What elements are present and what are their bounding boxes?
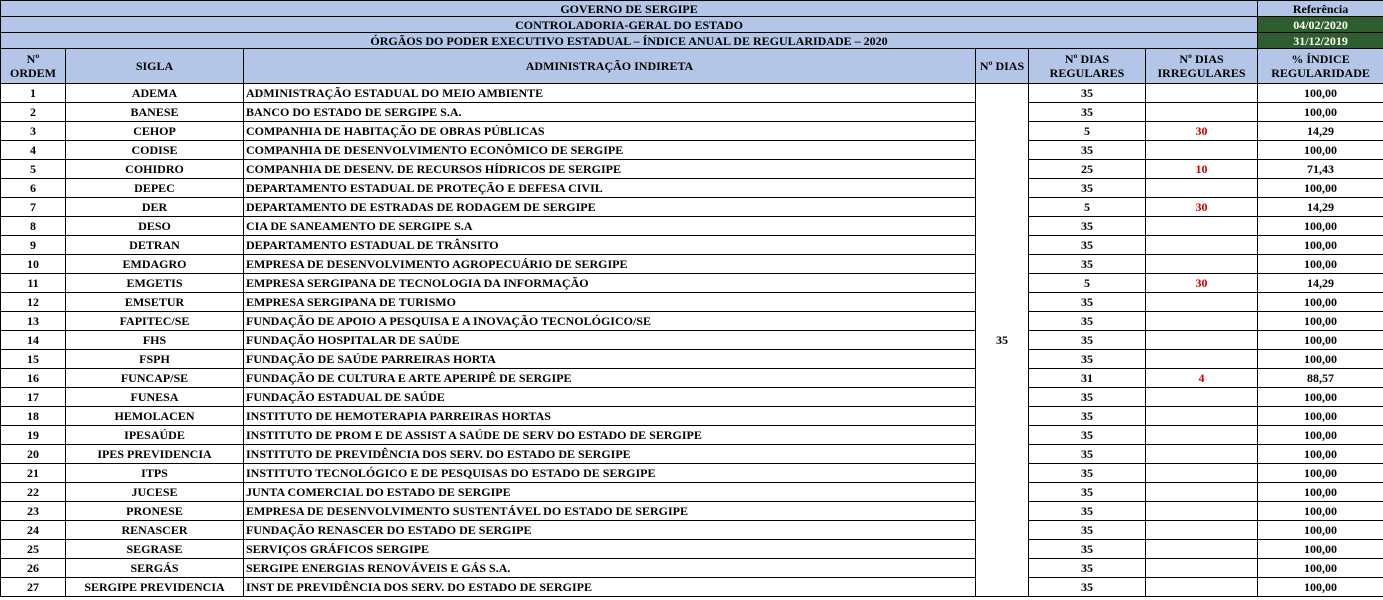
row-indice: 100,00 <box>1258 255 1383 274</box>
row-nome: FUNDAÇÃO DE CULTURA E ARTE APERIPÊ DE SERGIPE <box>244 369 976 388</box>
row-irregulares <box>1146 84 1258 103</box>
row-sigla: FUNCAP/SE <box>66 369 244 388</box>
row-irregulares <box>1146 293 1258 312</box>
row-ordem: 4 <box>1 141 66 160</box>
row-indice: 100,00 <box>1258 236 1383 255</box>
row-regulares: 35 <box>1029 312 1146 331</box>
row-regulares: 35 <box>1029 445 1146 464</box>
row-nome: FUNDAÇÃO RENASCER DO ESTADO DE SERGIPE <box>244 521 976 540</box>
row-irregulares <box>1146 407 1258 426</box>
row-nome: BANCO DO ESTADO DE SERGIPE S.A. <box>244 103 976 122</box>
row-sigla: CEHOP <box>66 122 244 141</box>
row-irregulares <box>1146 540 1258 559</box>
header-row-3 <box>1 33 1383 49</box>
row-regulares: 35 <box>1029 540 1146 559</box>
row-ordem: 22 <box>1 483 66 502</box>
col-regulares: Nº DIAS REGULARES <box>1029 49 1146 84</box>
row-nome: SERVIÇOS GRÁFICOS SERGIPE <box>244 540 976 559</box>
table-row <box>1 122 1383 141</box>
table-row <box>1 464 1383 483</box>
row-ordem: 5 <box>1 160 66 179</box>
table-row <box>1 236 1383 255</box>
table-row <box>1 445 1383 464</box>
row-regulares: 35 <box>1029 255 1146 274</box>
table-row <box>1 198 1383 217</box>
row-irregulares: 10 <box>1146 160 1258 179</box>
row-ordem: 9 <box>1 236 66 255</box>
row-sigla: DETRAN <box>66 236 244 255</box>
row-ordem: 26 <box>1 559 66 578</box>
row-ordem: 10 <box>1 255 66 274</box>
row-sigla: DESO <box>66 217 244 236</box>
row-ordem: 25 <box>1 540 66 559</box>
row-sigla: IPESAÚDE <box>66 426 244 445</box>
row-ordem: 6 <box>1 179 66 198</box>
row-regulares: 35 <box>1029 84 1146 103</box>
table-row <box>1 179 1383 198</box>
row-indice: 100,00 <box>1258 179 1383 198</box>
row-indice: 100,00 <box>1258 293 1383 312</box>
row-irregulares <box>1146 578 1258 597</box>
row-indice: 100,00 <box>1258 407 1383 426</box>
row-nome: FUNDAÇÃO DE SAÚDE PARREIRAS HORTA <box>244 350 976 369</box>
row-sigla: FSPH <box>66 350 244 369</box>
table-row <box>1 426 1383 445</box>
row-sigla: SERGÁS <box>66 559 244 578</box>
row-indice: 100,00 <box>1258 350 1383 369</box>
row-indice: 100,00 <box>1258 521 1383 540</box>
row-regulares: 35 <box>1029 331 1146 350</box>
row-ordem: 1 <box>1 84 66 103</box>
row-indice: 71,43 <box>1258 160 1383 179</box>
row-indice: 100,00 <box>1258 540 1383 559</box>
row-regulares: 5 <box>1029 198 1146 217</box>
row-regulares: 35 <box>1029 407 1146 426</box>
report-title: ÓRGÃOS DO PODER EXECUTIVO ESTADUAL – ÍNDICE ANUAL DE REGULARIDADE – 2020 <box>1 33 1258 49</box>
row-irregulares <box>1146 331 1258 350</box>
reference-date-2: 31/12/2019 <box>1258 33 1383 49</box>
column-header-row <box>1 49 1383 84</box>
row-regulares: 35 <box>1029 293 1146 312</box>
row-regulares: 5 <box>1029 122 1146 141</box>
row-sigla: DEPEC <box>66 179 244 198</box>
row-indice: 100,00 <box>1258 217 1383 236</box>
col-indice: % ÍNDICE REGULARIDADE <box>1258 49 1383 84</box>
row-sigla: PRONESE <box>66 502 244 521</box>
table-row <box>1 407 1383 426</box>
row-irregulares <box>1146 521 1258 540</box>
row-nome: EMPRESA DE DESENVOLVIMENTO SUSTENTÁVEL DO ESTADO DE SERGIPE <box>244 502 976 521</box>
col-ordem: Nº ORDEM <box>1 49 66 84</box>
table-row <box>1 331 1383 350</box>
row-nome: COMPANHIA DE HABITAÇÃO DE OBRAS PÚBLICAS <box>244 122 976 141</box>
row-regulares: 31 <box>1029 369 1146 388</box>
row-irregulares <box>1146 559 1258 578</box>
row-indice: 100,00 <box>1258 426 1383 445</box>
row-sigla: FAPITEC/SE <box>66 312 244 331</box>
row-irregulares <box>1146 483 1258 502</box>
row-regulares: 5 <box>1029 274 1146 293</box>
row-indice: 100,00 <box>1258 483 1383 502</box>
col-dias: Nº DIAS <box>976 49 1029 84</box>
table-row <box>1 141 1383 160</box>
table-row <box>1 160 1383 179</box>
dias-total-cell: 35 <box>976 84 1029 597</box>
row-irregulares <box>1146 179 1258 198</box>
row-ordem: 13 <box>1 312 66 331</box>
row-indice: 100,00 <box>1258 103 1383 122</box>
table-row <box>1 578 1383 597</box>
table-row <box>1 369 1383 388</box>
row-sigla: COHIDRO <box>66 160 244 179</box>
row-indice: 100,00 <box>1258 141 1383 160</box>
row-ordem: 7 <box>1 198 66 217</box>
row-regulares: 35 <box>1029 350 1146 369</box>
row-nome: INSTITUTO DE PREVIDÊNCIA DOS SERV. DO ESTADO DE SERGIPE <box>244 445 976 464</box>
table-row <box>1 255 1383 274</box>
row-sigla: EMDAGRO <box>66 255 244 274</box>
row-sigla: DER <box>66 198 244 217</box>
row-nome: EMPRESA SERGIPANA DE TURISMO <box>244 293 976 312</box>
row-nome: DEPARTAMENTO ESTADUAL DE TRÂNSITO <box>244 236 976 255</box>
table-row <box>1 293 1383 312</box>
table-row <box>1 84 1383 103</box>
table-row <box>1 502 1383 521</box>
row-ordem: 3 <box>1 122 66 141</box>
col-admin: ADMINISTRAÇÃO INDIRETA <box>244 49 976 84</box>
row-regulares: 35 <box>1029 578 1146 597</box>
row-nome: INST DE PREVIDÊNCIA DOS SERV. DO ESTADO DE SERGIPE <box>244 578 976 597</box>
table-row <box>1 274 1383 293</box>
row-nome: DEPARTAMENTO DE ESTRADAS DE RODAGEM DE SERGIPE <box>244 198 976 217</box>
row-nome: INSTITUTO TECNOLÓGICO E DE PESQUISAS DO ESTADO DE SERGIPE <box>244 464 976 483</box>
table-row <box>1 312 1383 331</box>
row-regulares: 35 <box>1029 502 1146 521</box>
row-regulares: 35 <box>1029 103 1146 122</box>
row-indice: 100,00 <box>1258 388 1383 407</box>
row-indice: 100,00 <box>1258 445 1383 464</box>
row-indice: 100,00 <box>1258 578 1383 597</box>
row-irregulares <box>1146 255 1258 274</box>
table-row <box>1 350 1383 369</box>
row-regulares: 35 <box>1029 521 1146 540</box>
row-nome: JUNTA COMERCIAL DO ESTADO DE SERGIPE <box>244 483 976 502</box>
controladoria-title: CONTROLADORIA-GERAL DO ESTADO <box>1 17 1258 33</box>
row-nome: FUNDAÇÃO DE APOIO A PESQUISA E A INOVAÇÃO TECNOLÓGICO/SE <box>244 312 976 331</box>
row-irregulares: 4 <box>1146 369 1258 388</box>
row-sigla: SEGRASE <box>66 540 244 559</box>
row-regulares: 25 <box>1029 160 1146 179</box>
table-row <box>1 540 1383 559</box>
row-ordem: 17 <box>1 388 66 407</box>
row-sigla: HEMOLACEN <box>66 407 244 426</box>
row-sigla: FHS <box>66 331 244 350</box>
row-nome: INSTITUTO DE HEMOTERAPIA PARREIRAS HORTAS <box>244 407 976 426</box>
row-irregulares <box>1146 217 1258 236</box>
row-ordem: 8 <box>1 217 66 236</box>
row-ordem: 12 <box>1 293 66 312</box>
row-ordem: 19 <box>1 426 66 445</box>
row-regulares: 35 <box>1029 217 1146 236</box>
row-irregulares: 30 <box>1146 198 1258 217</box>
row-irregulares <box>1146 141 1258 160</box>
row-indice: 14,29 <box>1258 198 1383 217</box>
row-nome: COMPANHIA DE DESENV. DE RECURSOS HÍDRICOS DE SERGIPE <box>244 160 976 179</box>
row-nome: FUNDAÇÃO ESTADUAL DE SAÚDE <box>244 388 976 407</box>
row-indice: 14,29 <box>1258 274 1383 293</box>
table-row <box>1 388 1383 407</box>
row-irregulares <box>1146 464 1258 483</box>
row-ordem: 11 <box>1 274 66 293</box>
row-regulares: 35 <box>1029 179 1146 198</box>
row-irregulares <box>1146 426 1258 445</box>
row-sigla: EMSETUR <box>66 293 244 312</box>
row-nome: COMPANHIA DE DESENVOLVIMENTO ECONÔMICO DE SERGIPE <box>244 141 976 160</box>
row-nome: CIA DE SANEAMENTO DE SERGIPE S.A <box>244 217 976 236</box>
row-nome: DEPARTAMENTO ESTADUAL DE PROTEÇÃO E DEFESA CIVIL <box>244 179 976 198</box>
table-row <box>1 521 1383 540</box>
row-indice: 100,00 <box>1258 464 1383 483</box>
row-ordem: 24 <box>1 521 66 540</box>
row-regulares: 35 <box>1029 559 1146 578</box>
row-ordem: 18 <box>1 407 66 426</box>
table-row <box>1 217 1383 236</box>
row-regulares: 35 <box>1029 388 1146 407</box>
row-irregulares <box>1146 445 1258 464</box>
row-sigla: FUNESA <box>66 388 244 407</box>
row-irregulares <box>1146 103 1258 122</box>
row-irregulares <box>1146 312 1258 331</box>
row-ordem: 23 <box>1 502 66 521</box>
header-row-1 <box>1 1 1383 17</box>
row-ordem: 21 <box>1 464 66 483</box>
row-ordem: 15 <box>1 350 66 369</box>
row-sigla: IPES PREVIDENCIA <box>66 445 244 464</box>
row-nome: EMPRESA SERGIPANA DE TECNOLOGIA DA INFORMAÇÃO <box>244 274 976 293</box>
col-sigla: SIGLA <box>66 49 244 84</box>
row-sigla: EMGETIS <box>66 274 244 293</box>
row-indice: 100,00 <box>1258 312 1383 331</box>
row-ordem: 27 <box>1 578 66 597</box>
row-irregulares <box>1146 236 1258 255</box>
row-irregulares <box>1146 350 1258 369</box>
row-irregulares: 30 <box>1146 122 1258 141</box>
row-indice: 100,00 <box>1258 84 1383 103</box>
row-indice: 14,29 <box>1258 122 1383 141</box>
table-row <box>1 483 1383 502</box>
row-regulares: 35 <box>1029 483 1146 502</box>
row-ordem: 20 <box>1 445 66 464</box>
header-row-2 <box>1 17 1383 33</box>
table-row <box>1 103 1383 122</box>
row-ordem: 14 <box>1 331 66 350</box>
row-regulares: 35 <box>1029 141 1146 160</box>
row-indice: 100,00 <box>1258 502 1383 521</box>
row-sigla: BANESE <box>66 103 244 122</box>
row-nome: ADMINISTRAÇÃO ESTADUAL DO MEIO AMBIENTE <box>244 84 976 103</box>
reference-date-1: 04/02/2020 <box>1258 17 1383 33</box>
row-irregulares: 30 <box>1146 274 1258 293</box>
row-ordem: 16 <box>1 369 66 388</box>
row-ordem: 2 <box>1 103 66 122</box>
row-indice: 88,57 <box>1258 369 1383 388</box>
row-sigla: CODISE <box>66 141 244 160</box>
row-regulares: 35 <box>1029 426 1146 445</box>
row-nome: FUNDAÇÃO HOSPITALAR DE SAÚDE <box>244 331 976 350</box>
row-sigla: JUCESE <box>66 483 244 502</box>
row-regulares: 35 <box>1029 236 1146 255</box>
row-sigla: RENASCER <box>66 521 244 540</box>
row-indice: 100,00 <box>1258 331 1383 350</box>
government-title: GOVERNO DE SERGIPE <box>1 1 1258 17</box>
table-row <box>1 559 1383 578</box>
row-nome: INSTITUTO DE PROM E DE ASSIST A SAÚDE DE SERV DO ESTADO DE SERGIPE <box>244 426 976 445</box>
row-sigla: ITPS <box>66 464 244 483</box>
row-indice: 100,00 <box>1258 559 1383 578</box>
row-regulares: 35 <box>1029 464 1146 483</box>
row-nome: SERGIPE ENERGIAS RENOVÁVEIS E GÁS S.A. <box>244 559 976 578</box>
reference-title: Referência <box>1258 1 1383 17</box>
row-nome: EMPRESA DE DESENVOLVIMENTO AGROPECUÁRIO DE SERGIPE <box>244 255 976 274</box>
row-irregulares <box>1146 502 1258 521</box>
row-sigla: SERGIPE PREVIDENCIA <box>66 578 244 597</box>
row-sigla: ADEMA <box>66 84 244 103</box>
col-irregulares: Nº DIAS IRREGULARES <box>1146 49 1258 84</box>
row-irregulares <box>1146 388 1258 407</box>
